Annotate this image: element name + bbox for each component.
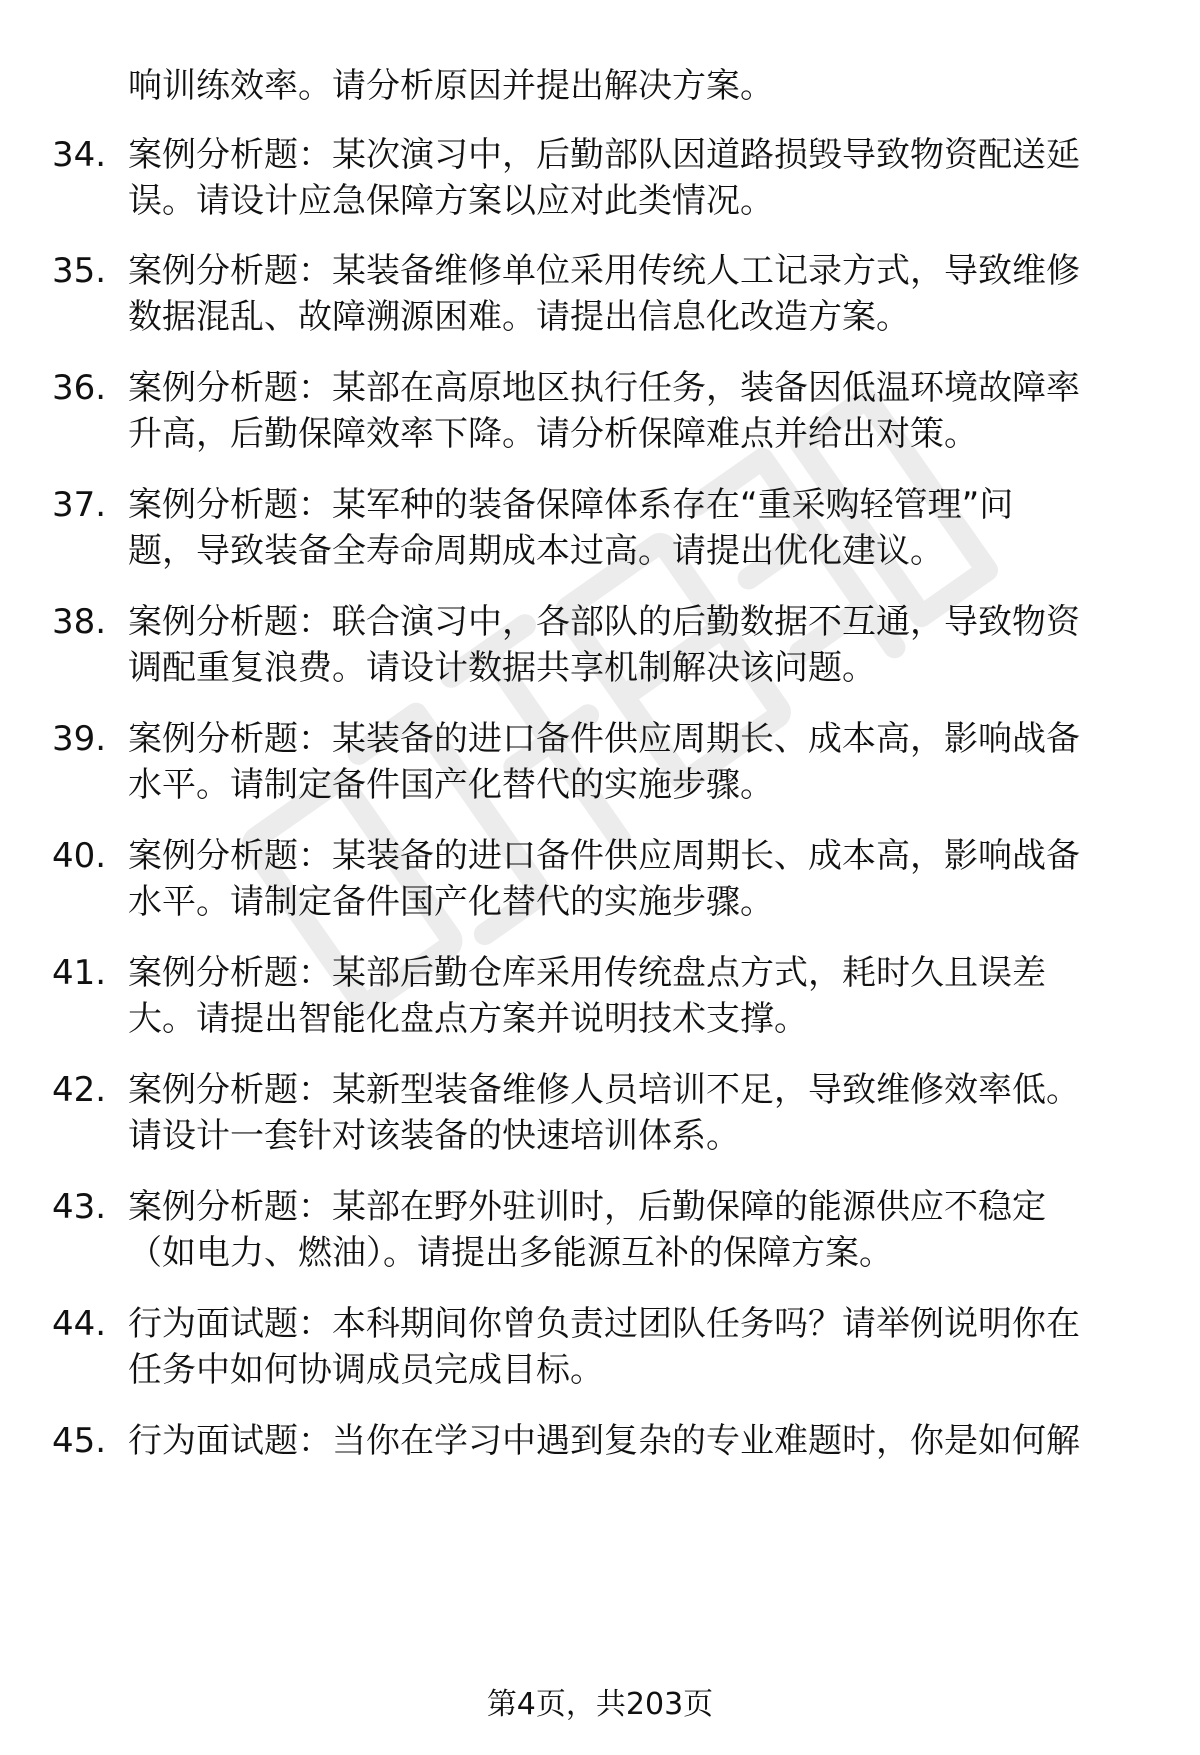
question-text: 案例分析题：某装备的进口备件供应周期长、成本高，影响战备 [128,836,1080,876]
question-number: 39. [52,719,107,759]
question-text: 行为面试题：本科期间你曾负责过团队任务吗？请举例说明你在 [128,1304,1080,1344]
question-text: 案例分析题：联合演习中，各部队的后勤数据不互通，导致物资 [128,602,1080,642]
question-text: 题，导致装备全寿命周期成本过高。请提出优化建议。 [128,531,944,571]
question-text: 案例分析题：某部后勤仓库采用传统盘点方式，耗时久且误差 [128,953,1046,993]
question-text: 任务中如何协调成员完成目标。 [128,1350,604,1390]
question-number: 42. [52,1070,107,1110]
question-number: 34. [52,135,107,175]
question-number: 44. [52,1304,107,1344]
question-text: 案例分析题：某军种的装备保障体系存在“重采购轻管理”问 [128,485,1014,525]
question-text: 大。请提出智能化盘点方案并说明技术支撑。 [128,999,808,1039]
question-text: 案例分析题：某次演习中，后勤部队因道路损毁导致物资配送延 [128,135,1080,175]
question-text: 案例分析题：某部在高原地区执行任务，装备因低温环境故障率 [128,368,1080,408]
page-footer: 第4页，共203页 [486,1687,714,1722]
question-number: 38. [52,602,107,642]
question-number: 43. [52,1187,107,1227]
question-text: 案例分析题：某装备的进口备件供应周期长、成本高，影响战备 [128,719,1080,759]
question-text: 升高，后勤保障效率下降。请分析保障难点并给出对策。 [128,414,978,454]
question-number: 36. [52,368,107,408]
question-number: 37. [52,485,107,525]
question-number: 40. [52,836,107,876]
question-text: 请设计一套针对该装备的快速培训体系。 [128,1116,740,1156]
question-number: 35. [52,251,107,291]
question-text: 行为面试题：当你在学习中遇到复杂的专业难题时，你是如何解 [128,1421,1080,1461]
continuation-line: 响训练效率。请分析原因并提出解决方案。 [128,66,774,106]
question-text: 调配重复浪费。请设计数据共享机制解决该问题。 [128,648,876,688]
question-text: 数据混乱、故障溯源困难。请提出信息化改造方案。 [128,297,910,337]
question-text: 案例分析题：某装备维修单位采用传统人工记录方式，导致维修 [128,251,1080,291]
question-number: 41. [52,953,107,993]
question-text: 案例分析题：某新型装备维修人员培训不足，导致维修效率低。 [128,1070,1080,1110]
question-text: 水平。请制定备件国产化替代的实施步骤。 [128,765,774,805]
question-number: 45. [52,1421,107,1461]
question-text: 误。请设计应急保障方案以应对此类情况。 [128,181,774,221]
question-text: 案例分析题：某部在野外驻训时，后勤保障的能源供应不稳定 [128,1187,1046,1227]
question-text: 水平。请制定备件国产化替代的实施步骤。 [128,882,774,922]
question-text: （如电力、燃油）。请提出多能源互补的保障方案。 [128,1233,893,1273]
